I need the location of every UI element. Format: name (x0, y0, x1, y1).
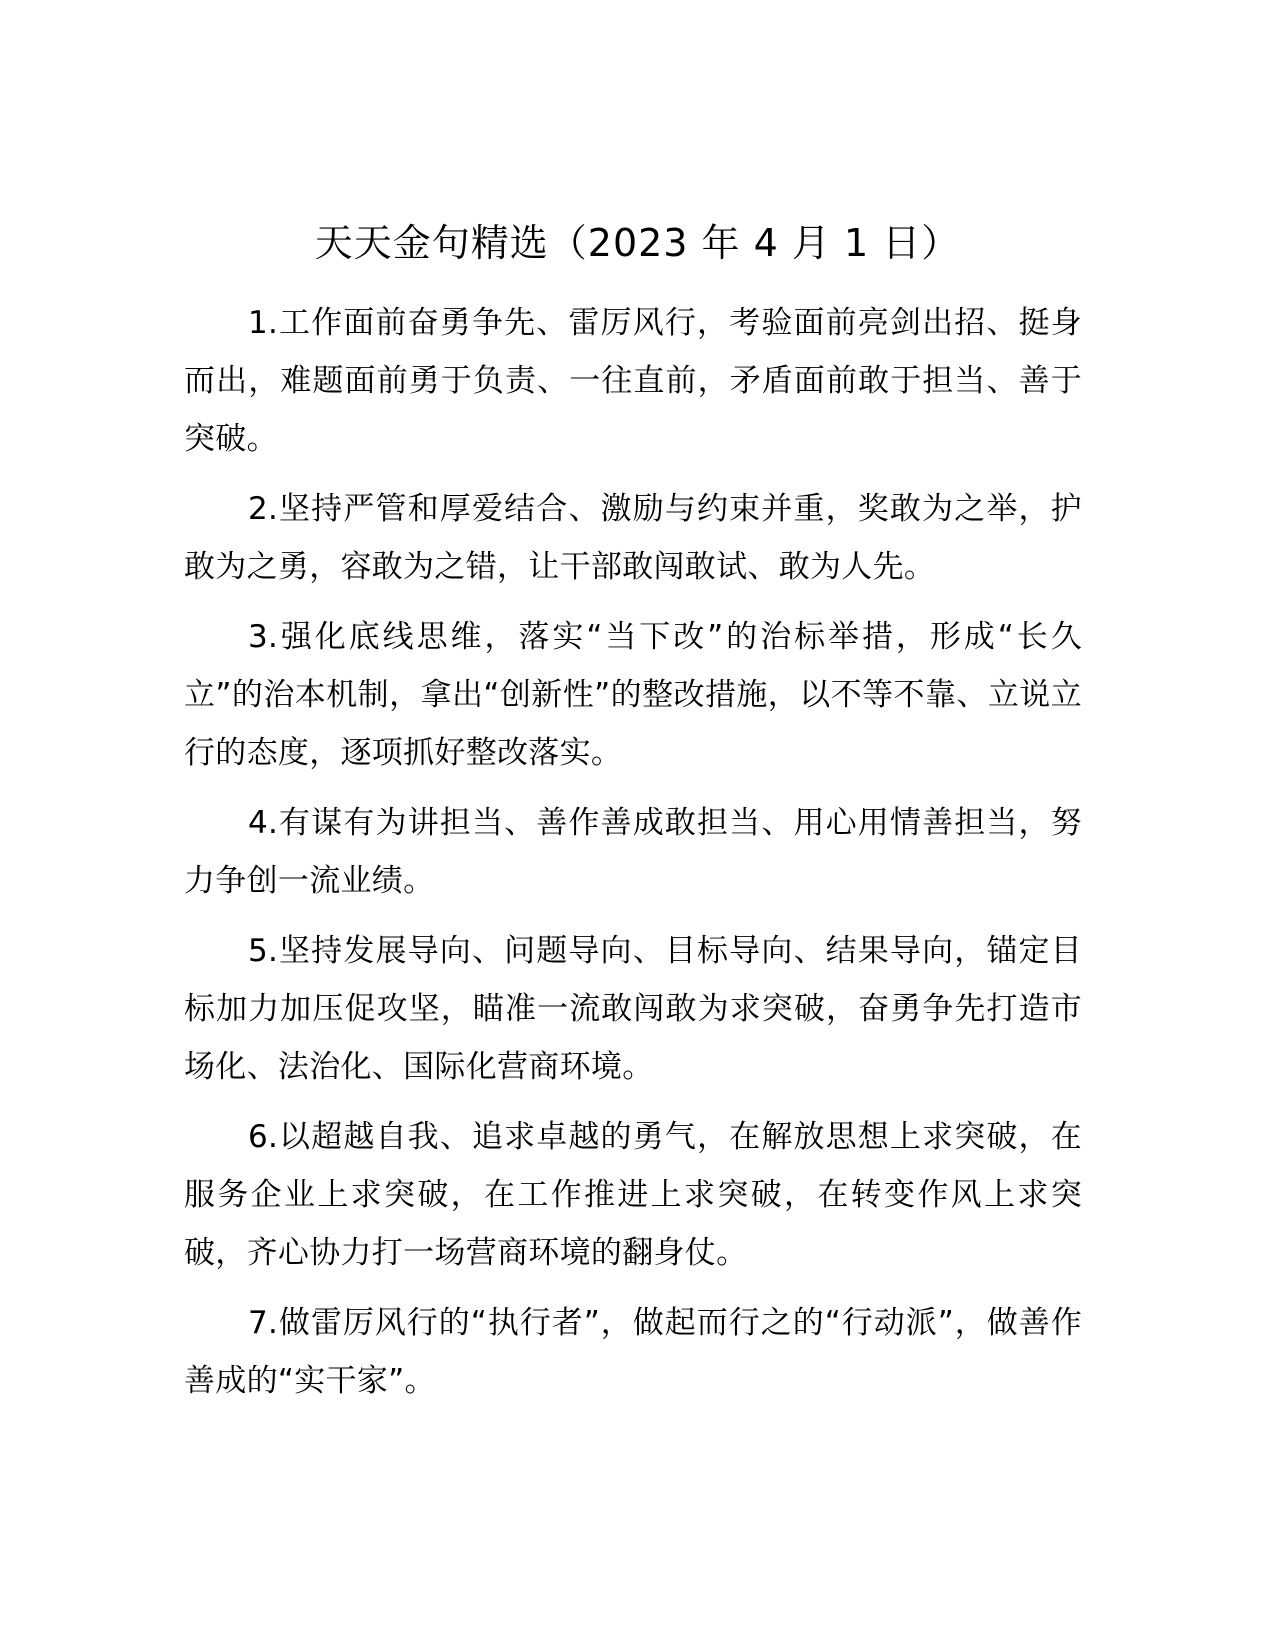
quote-paragraph-7: 7.做雷厉风行的“执行者”，做起而行之的“行动派”，做善作善成的“实干家”。 (184, 1305, 1082, 1399)
quote-paragraph-6: 6.以超越自我、追求卓越的勇气，在解放思想上求突破，在服务企业上求突破，在工作推进上求突破，在转变作风上求突破，齐心协力打一场营商环境的翻身仗。 (184, 1119, 1082, 1271)
document-body (184, 294, 1082, 1422)
quote-paragraph-2: 2.坚持严管和厚爱结合、激励与约束并重，奖敢为之举，护敢为之勇，容敢为之错，让干部敢闯敢试、敢为人先。 (184, 491, 1082, 585)
quote-paragraph-1: 1.工作面前奋勇争先、雷厉风行，考验面前亮剑出招、挺身而出，难题面前勇于负责、一往直前，矛盾面前敢于担当、善于突破。 (184, 305, 1082, 457)
quote-paragraph-5: 5.坚持发展导向、问题导向、目标导向、结果导向，锚定目标加力加压促攻坚，瞄准一流敢闯敢为求突破，奋勇争先打造市场化、法治化、国际化营商环境。 (184, 933, 1082, 1085)
quote-paragraph-4: 4.有谋有为讲担当、善作善成敢担当、用心用情善担当，努力争创一流业绩。 (184, 805, 1082, 899)
quote-paragraph-3: 3.强化底线思维，落实“当下改”的治标举措，形成“长久立”的治本机制，拿出“创新性”的整改措施，以不等不靠、立说立行的态度，逐项抓好整改落实。 (184, 619, 1082, 771)
page-title: 天天金句精选（2023 年 4 月 1 日） (314, 221, 961, 265)
